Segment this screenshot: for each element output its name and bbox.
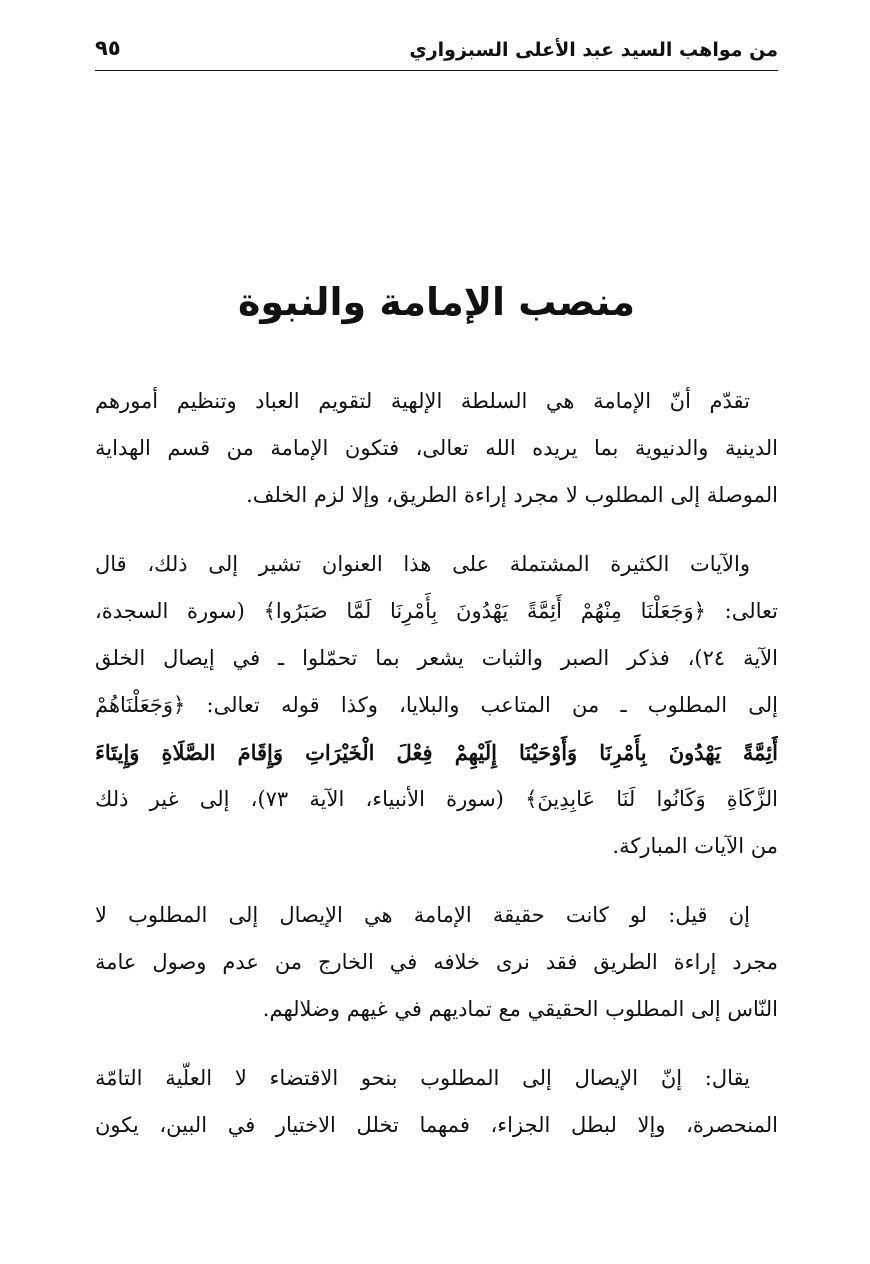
text-line: إلى المطلوب ـ من المتاعب والبلايا، وكذا قوله تعالى: ﴿وَجَعَلْنَاهُمْ (95, 693, 778, 717)
text-line: الدينية والدنيوية بما يريده الله تعالى، فتكون الإمامة من قسم الهداية (95, 436, 778, 460)
text-line: مجرد إراءة الطريق فقد نرى خلافه في الخارج من عدم وصول عامة (95, 950, 778, 974)
chapter-title: منصب الإمامة والنبوة (237, 280, 636, 324)
paragraph-4 (95, 1055, 778, 1149)
paragraph-1 (95, 378, 778, 519)
text-line: يقال: إنّ الإيصال إلى المطلوب بنحو الاقتضاء لا العلّية التامّة (95, 1066, 750, 1090)
quran-verse-line: تعالى: ﴿وَجَعَلْنَا مِنْهُمْ أَئِمَّةً يَهْدُونَ بِأَمْرِنَا لَمَّا صَبَرُوا﴾ (سورة السجدة، (95, 599, 778, 623)
paragraph-3 (95, 892, 778, 1033)
running-header (95, 30, 778, 71)
quran-verse-line: الزَّكَاةِ وَكَانُوا لَنَا عَابِدِينَ﴾ (سورة الأنبياء، الآية ٧٣)، إلى غير ذلك (95, 787, 778, 811)
page-number: ٩٥ (95, 36, 121, 60)
text-line: والآيات الكثيرة المشتملة على هذا العنوان تشير إلى ذلك، قال (95, 552, 750, 576)
paragraph-2 (95, 541, 778, 870)
text-line: الموصلة إلى المطلوب لا مجرد إراءة الطريق، وإلا لزم الخلف. (246, 483, 778, 507)
text-line: النّاس إلى المطلوب الحقيقي مع تماديهم في غيهم وضلالهم. (262, 997, 778, 1021)
running-title: من مواهب السيد عبد الأعلى السبزواري (409, 39, 778, 61)
text-line: المنحصرة، وإلا لبطل الجزاء، فمهما تخلل الاختيار في البين، يكون (95, 1113, 778, 1137)
text-line: الآية ٢٤)، فذكر الصبر والثبات يشعر بما تحمّلوا ـ في إيصال الخلق (95, 646, 778, 670)
text-line: تقدّم أنّ الإمامة هي السلطة الإلهية لتقويم العباد وتنظيم أمورهم (95, 389, 750, 413)
text-line: إن قيل: لو كانت حقيقة الإمامة هي الإيصال إلى المطلوب لا (95, 903, 750, 927)
text-line: من الآيات المباركة. (612, 834, 778, 858)
quran-verse-line: أَئِمَّةً يَهْدُونَ بِأَمْرِنَا وَأَوْحَيْنَا إِلَيْهِمْ فِعْلَ الْخَيْرَاتِ وَإِقَامَ الصَّلَاةِ وَإِيتَاءَ (95, 740, 778, 765)
body-text (95, 378, 778, 1149)
